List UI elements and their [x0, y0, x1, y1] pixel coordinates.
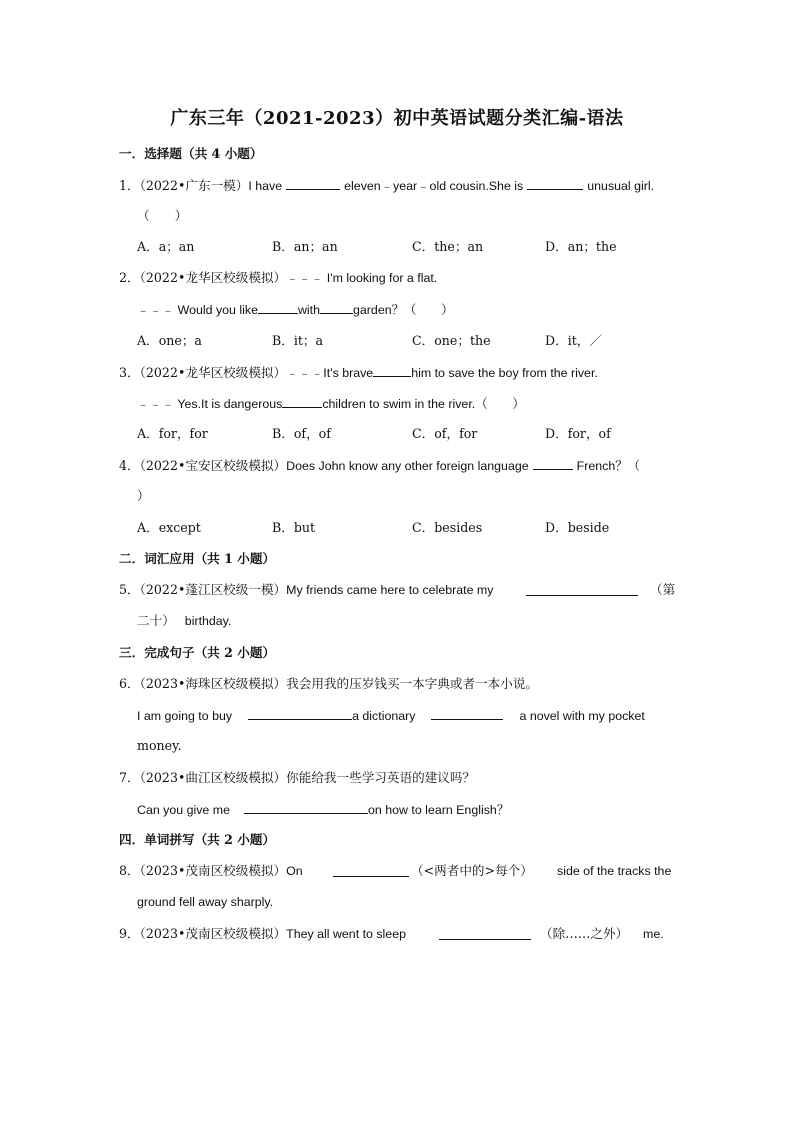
answer-blank[interactable]: [320, 301, 353, 314]
answer-blank[interactable]: [333, 864, 409, 877]
option-a[interactable]: A．for，for: [137, 426, 208, 441]
question-source: （2022•宝安区校级模拟）: [139, 458, 287, 473]
question-source: （2022•龙华区校级模拟）: [139, 270, 287, 285]
option-c[interactable]: C．one；the: [412, 333, 491, 348]
answer-blank[interactable]: [533, 457, 573, 470]
option-c[interactable]: C．the；an: [412, 239, 484, 254]
option-b[interactable]: B．it；a: [272, 333, 324, 348]
option-d[interactable]: D．an；the: [545, 239, 617, 254]
question-6-line-2: I am going to buy a dictionary a novel with my pocket: [137, 709, 645, 723]
option-c[interactable]: C．besides: [412, 520, 483, 535]
question-source: （2023•海珠区校级模拟）: [139, 676, 287, 691]
question-7: [119, 770, 475, 786]
question-8-tail: side of the tracks the: [557, 864, 672, 878]
question-number: 3．: [119, 365, 140, 380]
question-number: 2．: [119, 270, 140, 285]
question-7-line-2: Can you give me on how to learn English？: [137, 803, 510, 817]
question-number: 1．: [119, 178, 140, 193]
question-number: 7．: [119, 770, 140, 785]
question-8-line-2: ground fell away sharply.: [137, 895, 274, 909]
question-8: 8．（2023•茂南区校级模拟）On: [119, 863, 303, 878]
answer-blank[interactable]: [244, 801, 368, 814]
question-2: 2．（2022•龙华区校级模拟）﹣﹣﹣ I'm looking for a flat.: [119, 270, 438, 285]
question-source: （2022•蓬江区校级一模）: [139, 582, 287, 597]
answer-blank[interactable]: [373, 364, 411, 377]
question-source: （2022•广东一模）: [139, 178, 249, 193]
answer-bracket: （ ）: [137, 208, 188, 223]
option-b[interactable]: B．of，of: [272, 426, 331, 441]
hint-text: 二十）: [137, 613, 175, 628]
answer-blank[interactable]: [526, 583, 638, 596]
question-6-line-3: money.: [137, 738, 182, 753]
question-3-line-2: ﹣﹣﹣ Yes.It is dangerous children to swim in the river.（ ）: [137, 397, 525, 411]
question-2-line-2: ﹣﹣﹣ Would you like with garden？（ ）: [137, 303, 454, 317]
page-title: 广东三年（2021-2023）初中英语试题分类汇编-语法: [170, 108, 624, 129]
answer-bracket-close: ）: [137, 488, 150, 503]
section-heading-spelling: 四．单词拼写（共 2 小题）: [119, 832, 276, 847]
question-6: [119, 676, 538, 692]
option-b[interactable]: B．an；an: [272, 239, 338, 254]
section-heading-sentence-completion: 三．完成句子（共 2 小题）: [119, 645, 276, 660]
option-d[interactable]: D．it，／: [545, 333, 602, 348]
question-number: 8．: [119, 863, 140, 878]
question-5: 5．（2022•蓬江区校级一模）My friends came here to celebrate my: [119, 582, 494, 597]
option-a[interactable]: A．except: [137, 520, 201, 535]
question-number: 4．: [119, 458, 140, 473]
hint-text: （除……之外）: [540, 926, 629, 941]
option-d[interactable]: D．for，of: [545, 426, 611, 441]
chinese-prompt: 你能给我一些学习英语的建议吗？: [286, 770, 476, 785]
question-source: （2023•茂南区校级模拟）: [139, 863, 287, 878]
question-number: 6．: [119, 676, 140, 691]
option-a[interactable]: A．one；a: [137, 333, 202, 348]
hint-text: （<两者中的>每个）: [411, 863, 533, 878]
answer-blank[interactable]: [282, 395, 322, 408]
answer-blank[interactable]: [248, 707, 352, 720]
chinese-prompt: 我会用我的压岁钱买一本字典或者一本小说。: [286, 676, 539, 691]
section-heading-choice: 一．选择题（共 4 小题）: [119, 146, 263, 161]
answer-blank[interactable]: [258, 301, 298, 314]
answer-blank[interactable]: [527, 177, 583, 190]
option-c[interactable]: C．of，for: [412, 426, 478, 441]
answer-blank[interactable]: [431, 707, 503, 720]
question-1: 1．（2022•广东一模）I have eleven﹣year﹣old cousin.She is unusual girl.: [119, 178, 655, 193]
question-9-tail: me.: [643, 927, 664, 941]
question-9: 9．（2023•茂南区校级模拟）They all went to sleep: [119, 926, 406, 941]
section-heading-vocabulary: 二．词汇应用（共 1 小题）: [119, 551, 276, 566]
answer-blank[interactable]: [286, 177, 340, 190]
question-3: 3．（2022•龙华区校级模拟）﹣﹣﹣It's brave him to save the boy from the river.: [119, 365, 598, 380]
question-source: （2023•茂南区校级模拟）: [139, 926, 287, 941]
hint-text: （第: [650, 582, 676, 597]
question-4: 4．（2022•宝安区校级模拟）Does John know any other foreign language French？（: [119, 458, 641, 473]
option-a[interactable]: A．a；an: [137, 239, 195, 254]
answer-blank[interactable]: [439, 927, 531, 940]
question-source: （2022•龙华区校级模拟）: [139, 365, 287, 380]
question-source: （2023•曲江区校级模拟）: [139, 770, 287, 785]
option-d[interactable]: D．beside: [545, 520, 610, 535]
question-5-line-2: 二十） birthday.: [137, 613, 232, 628]
option-b[interactable]: B．but: [272, 520, 316, 535]
question-number: 9．: [119, 926, 140, 941]
question-number: 5．: [119, 582, 140, 597]
